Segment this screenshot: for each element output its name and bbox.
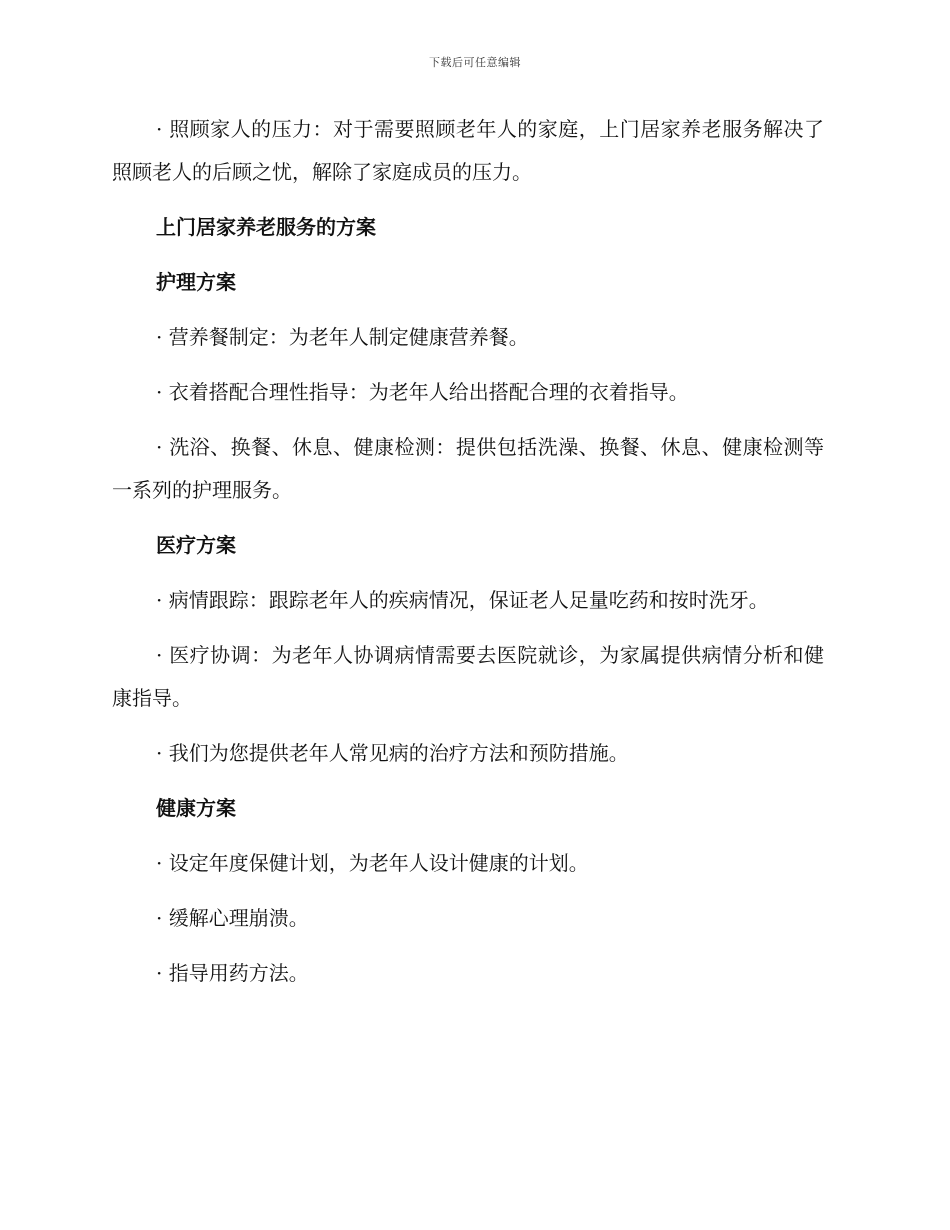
list-item-clothing-guidance: · 衣着搭配合理性指导：为老年人给出搭配合理的衣着指导。 bbox=[156, 380, 689, 404]
list-item-illness-tracking: · 病情跟踪：跟踪老年人的疾病情况，保证老人足量吃药和按时洗牙。 bbox=[156, 588, 769, 612]
list-item-medication-guidance: · 指导用药方法。 bbox=[156, 961, 309, 985]
subheading-health-plan: 健康方案 bbox=[156, 796, 236, 820]
list-item-annual-plan: · 设定年度保健计划，为老年人设计健康的计划。 bbox=[156, 851, 589, 875]
list-item-bathing-health-check: · 洗浴、换餐、休息、健康检测：提供包括洗澡、换餐、休息、健康检测等一系列的护理服务。 bbox=[112, 435, 824, 502]
document-body bbox=[112, 108, 824, 1007]
page-header: 下载后可任意编辑 bbox=[429, 56, 521, 69]
list-item-medical-coordination: · 医疗协调：为老年人协调病情需要去医院就诊，为家属提供病情分析和健康指导。 bbox=[112, 643, 824, 710]
list-item-psychological-relief: · 缓解心理崩溃。 bbox=[156, 906, 309, 930]
list-item-common-disease: · 我们为您提供老年人常见病的治疗方法和预防措施。 bbox=[156, 741, 629, 765]
subheading-nursing-plan: 护理方案 bbox=[156, 270, 236, 294]
list-item-nutrition-meal: · 营养餐制定：为老年人制定健康营养餐。 bbox=[156, 325, 529, 349]
section-heading-service-plan: 上门居家养老服务的方案 bbox=[156, 215, 376, 239]
paragraph-caregiver-pressure: · 照顾家人的压力：对于需要照顾老年人的家庭，上门居家养老服务解决了照顾老人的后顾之忧，解除了家庭成员的压力。 bbox=[112, 117, 824, 184]
subheading-medical-plan: 医疗方案 bbox=[156, 533, 236, 557]
